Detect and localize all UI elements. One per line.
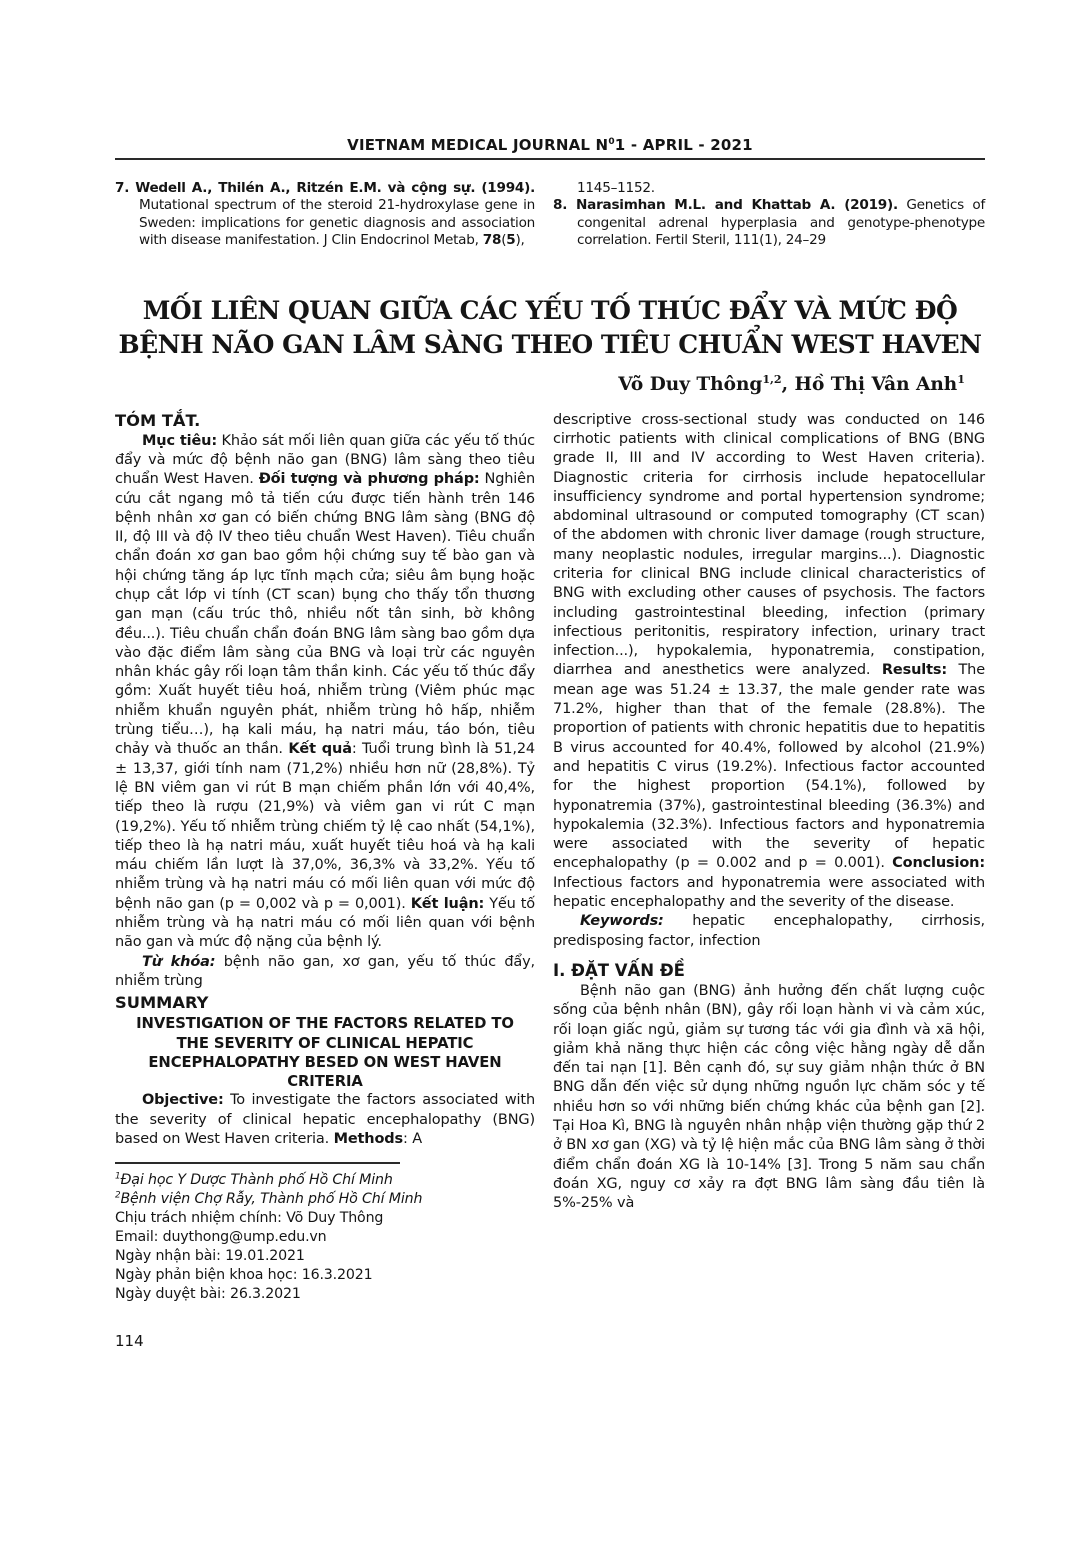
keywords-vi-paragraph: Từ khóa: bệnh não gan, xơ gan, yếu tố thúc đẩy, nhiễm trùng: [115, 953, 535, 989]
footnote-accepted-date: Ngày duyệt bài: 26.3.2021: [115, 1286, 301, 1303]
article-title: [115, 294, 985, 362]
page-number: 114: [115, 1332, 144, 1351]
summary-title: INVESTIGATION OF THE FACTORS RELATED TO THE SEVERITY OF CLINICAL HEPATIC ENCEPHALOPATHY BESED ON WEST HAVEN CRITERIA: [136, 1015, 514, 1091]
journal-header-title: VIETNAM MEDICAL JOURNAL $N^01$ - APRIL - 2021: [347, 136, 753, 154]
right-column: [553, 411, 985, 1351]
footnote-affiliation-2: $^2$Bệnh viện Chợ Rẫy, Thành phố Hồ Chí Minh: [115, 1190, 423, 1208]
references-left-column: [115, 180, 535, 250]
reference-item-7-continuation: 1145–1152.: [577, 180, 655, 196]
references-section: [115, 180, 985, 250]
footnote-affiliation-1: $^1$Đại học Y Dược Thành phố Hồ Chí Minh: [115, 1171, 393, 1189]
left-column: [115, 411, 535, 1351]
intro-paragraph: Bệnh não gan (BNG) ảnh hưởng đến chất lượng cuộc sống của bệnh nhân (BN), gây rối loạn hành vi và cảm xúc, rối loạn giấc ngủ, giảm sự tương tác với gia đình và xã hội, giảm khả năng thực hiện các công việc hằng ngày dễ dẫn đến tai nạn [1]. Bên cạnh đó, sự suy giảm nhận thức ở BN BNG dẫn đến việc sử dụng những nguồn lực chăm sóc y tế nhiều hơn so với những biến chứng khác của bệnh gan [2]. Tại Hoa Kì, BNG là nguyên nhân nhập viện thường gặp thứ 2 ở BN xơ gan (XG) và tỷ lệ hiện mắc của BNG lâm sàng ở thời điểm chẩn đoán XG là 10-14% [3]. Trong 5 năm sau chẩn đoán XG, nguy cơ xảy ra đợt BNG lâm sàng đầu tiên là 5%-25% và: [553, 982, 985, 1212]
abstract-heading: TÓM TẮT.: [115, 410, 201, 430]
footnote-divider: [115, 1162, 400, 1164]
summary-objective-paragraph: Objective: To investigate the factors associated with the severity of clinical hepatic encephalopathy (BNG) based on West Haven criteria. Methods: A: [115, 1092, 535, 1148]
references-right-column: [553, 180, 985, 250]
reference-item-8: 8. Narasimhan M.L. and Khattab A. (2019). Genetics of congenital adrenal hyperplasia and genotype-phenotype correlation. Fertil Steril, 111(1), 24–29: [553, 197, 986, 249]
footnote-email: Email: duythong@ump.edu.vn: [115, 1229, 327, 1246]
article-title-line-1: MỐI LIÊN QUAN GIỮA CÁC YẾU TỐ THÚC ĐẨY VÀ MỨC ĐỘ: [142, 295, 958, 325]
footnote-review-date: Ngày phản biện khoa học: 16.3.2021: [115, 1267, 373, 1284]
intro-heading: I. ĐẶT VẤN ĐỀ: [553, 960, 685, 980]
reference-item-7: 7. Wedell A., Thilén A., Ritzén E.M. và cộng sự. (1994). Mutational spectrum of the steroid 21-hydroxylase gene in Sweden: implications for genetic diagnosis and association with disease manifestation. J Clin Endocrinol Metab, 78(5),: [115, 180, 536, 249]
summary-continuation-paragraph: descriptive cross-sectional study was conducted on 146 cirrhotic patients with clinical complications of BNG (BNG grade II, III and IV according to West Haven criteria). Diagnostic criteria for cirrhosis include hepatocellular insufficiency syndrome and portal hypertension syndrome; abdominal ultrasound or computed tomography (CT scan) of the abdomen with chronic liver damage (rough structure, many neoplastic nodules, irregular margins...). Diagnostic criteria for clinical BNG include clinical characteristics of BNG with excluding other causes of psychosis. The factors including gastrointestinal bleeding, infection (primary infectious peritonitis, respiratory infection, urinary tract infection...), hypokalemia, hyponatremia, constipation, diarrhea and anesthetics were analyzed. Results: The mean age was 51.24 ± 13.37, the male gender rate was 71.2%, higher than that of the female (28.8%). The proportion of patients with chronic hepatitis due to hepatitis B virus accounted for 40.4%, followed by alcohol (21.9%) and hepatitis C virus (19.2%). Infectious factor accounted for the highest proportion (54.1%), followed by hyponatremia (37%), gastrointestinal bleeding (36.3%) and hypokalemia (32.3%). Infectious factors and hyponatremia were associated with the severity of hepatic encephalopathy (p = 0.002 and p = 0.001). Conclusion: Infectious factors and hyponatremia were associated with hepatic encephalopathy and the severity of the disease.: [553, 411, 985, 911]
authors-line: Võ Duy Thông$^{1,2}$, Hồ Thị Vân Anh$^1$: [618, 372, 965, 395]
footnote-received-date: Ngày nhận bài: 19.01.2021: [115, 1248, 305, 1265]
journal-header: [115, 136, 985, 160]
article-body: [115, 411, 985, 1351]
keywords-en-paragraph: Keywords: hepatic encephalopathy, cirrhosis, predisposing factor, infection: [553, 913, 985, 949]
footnote-corresponding-author: Chịu trách nhiệm chính: Võ Duy Thông: [115, 1210, 384, 1227]
abstract-paragraph: Mục tiêu: Khảo sát mối liên quan giữa các yếu tố thúc đẩy và mức độ bệnh não gan (BNG) lâm sàng theo tiêu chuẩn West Haven. Đối tượng và phương pháp: Nghiên cứu cắt ngang mô tả tiến cứu được tiến hành trên 146 bệnh nhân xơ gan có biến chứng BNG lâm sàng (BNG độ II, độ III và độ IV theo tiêu chuẩn West Haven). Tiêu chuẩn chẩn đoán xơ gan bao gồm hội chứng suy tế bào gan và hội chứng tăng áp lực tĩnh mạch cửa; siêu âm bụng hoặc chụp cắt lớp vi tính (CT scan) bụng cho thấy tổn thương gan mạn (cấu trúc thô, nhiều nốt tân sinh, bờ không đều...). Tiêu chuẩn chẩn đoán BNG lâm sàng bao gồm dựa vào đặc điểm lâm sàng của BNG và loại trừ các nguyên nhân khác gây rối loạn tâm thần kinh. Các yếu tố thúc đẩy gồm: Xuất huyết tiêu hoá, nhiễm trùng (Viêm phúc mạc nhiễm khuẩn nguyên phát, nhiễm trùng hô hấp, nhiễm trùng tiểu…), hạ kali máu, hạ natri máu, táo bón, tiêu chảy và thuốc an thần. Kết quả: Tuổi trung bình là 51,24 ± 13,37, giới tính nam (71,2%) nhiều hơn nữ (28,8%). Tỷ lệ BN viêm gan vi rút B mạn chiếm phần lớn với 40,4%, tiếp theo là rượu (21,9%) và viêm gan vi rút C mạn (19,2%). Yếu tố nhiễm trùng chiếm tỷ lệ cao nhất (54,1%), tiếp theo là hạ natri máu, xuất huyết tiêu hoá và hạ kali máu chiếm lần lượt là 37,0%, 36,3% và 33,2%. Yếu tố nhiễm trùng và hạ natri máu có mối liên quan với mức độ bệnh não gan (p = 0,002 và p = 0,001). Kết luận: Yếu tố nhiễm trùng và hạ natri máu có mối liên quan với bệnh não gan và mức độ nặng của bệnh lý.: [115, 432, 536, 951]
article-title-line-2: BỆNH NÃO GAN LÂM SÀNG THEO TIÊU CHUẨN WEST HAVEN: [118, 329, 982, 359]
summary-heading: SUMMARY: [115, 993, 209, 1013]
